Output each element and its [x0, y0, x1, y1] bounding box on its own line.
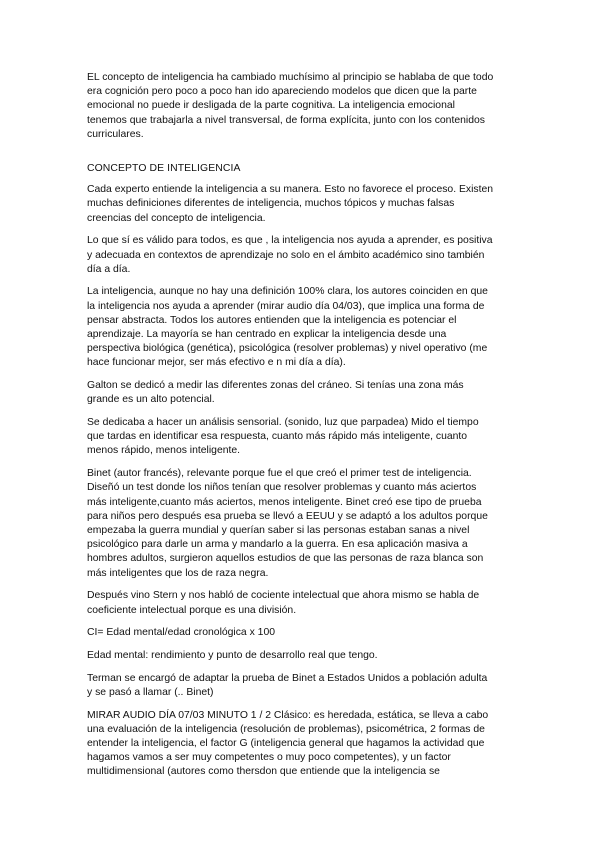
paragraph-5: Se dedicaba a hacer un análisis sensorial. (sonido, luz que parpadea) Mido el tiempo que tardas en identificar esa respuesta, cuanto más rápido más inteligente, cuanto menos rápido, menos inteligente. [87, 417, 479, 457]
intro-paragraph: EL concepto de inteligencia ha cambiado muchísimo al principio se hablaba de que todo era cognición pero poco a poco han ido apareciendo modelos que dicen que la parte emocional no puede ir desligada de la parte cognitiva. La inteligencia emocional tenemos que trabajarla a nivel transversal, de forma explícita, junto con los contenidos curriculares. [87, 72, 494, 140]
paragraph-8: CI= Edad mental/edad cronológica x 100 [87, 627, 276, 639]
paragraph-10: Terman se encargó de adaptar la prueba de Binet a Estados Unidos a población adulta y se pasó a llamar (.. Binet) [87, 672, 488, 698]
paragraph-11: MIRAR AUDIO DÍA 07/03 MINUTO 1 / 2 Clásico: es heredada, estática, se lleva a cabo una evaluación de la inteligencia (resolución de problemas), psicométrica, 2 formas de entender la inteligencia, el factor G (inteligencia general que hagamos la actividad que hagamos vamos a ser muy competentes o muy poco competentes), y un factor multidimensional (autores como thersdon que entiende que la inteligencia se [87, 709, 489, 778]
paragraph-3: La inteligencia, aunque no hay una definición 100% clara, los autores coinciden en que la inteligencia nos ayuda a aprender (mirar audio día 04/03), que implica una forma de pensar abstracta. Todos los autores entienden que la inteligencia es potenciar el aprendizaje. La mayoría se han centrado en explicar la inteligencia desde una perspectiva biológica (genética), psicológica (resolver problemas) y nivel operativo (me hace funcionar mejor, ser más efectivo e n mi día a día). [87, 286, 488, 369]
paragraph-4: Galton se dedicó a medir las diferentes zonas del cráneo. Si tenías una zona más grande es un alto potencial. [87, 380, 464, 406]
section-heading: CONCEPTO DE INTELIGENCIA [87, 163, 241, 175]
paragraph-1: Cada experto entiende la inteligencia a su manera. Esto no favorece el proceso. Existen muchas definiciones diferentes de inteligencia, muchos tópicos y muchas falsas creencias del concepto de inteligencia. [87, 184, 494, 224]
paragraph-7: Después vino Stern y nos habló de cociente intelectual que ahora mismo se habla de coeficiente intelectual porque es una división. [87, 590, 480, 616]
paragraph-6: Binet (autor francés), relevante porque fue el que creó el primer test de inteligencia. Diseñó un test donde los niños tenían que resolver problemas y cuanto más aciertos más inteligente,cuanto más aciertos, menos inteligente. Binet creó ese tipo de prueba para niños pero después esa prueba se llevó a EEUU y se adaptó a los adultos porque empezaba la guerra mundial y querían saber si las personas estaban sanas a nivel psicológico para darle un arma y mandarlo a la guerra. En esa aplicación masiva a hombres adultos, surgieron aquellos estudios de que las personas de raza blanca son más inteligentes que los de raza negra. [87, 468, 488, 579]
paragraph-9: Edad mental: rendimiento y punto de desarrollo real que tengo. [87, 649, 378, 661]
paragraph-2: Lo que sí es válido para todos, es que , la inteligencia nos ayuda a aprender, es positiva y adecuada en contextos de aprendizaje no solo en el ámbito académico sino también día a día. [87, 235, 493, 275]
